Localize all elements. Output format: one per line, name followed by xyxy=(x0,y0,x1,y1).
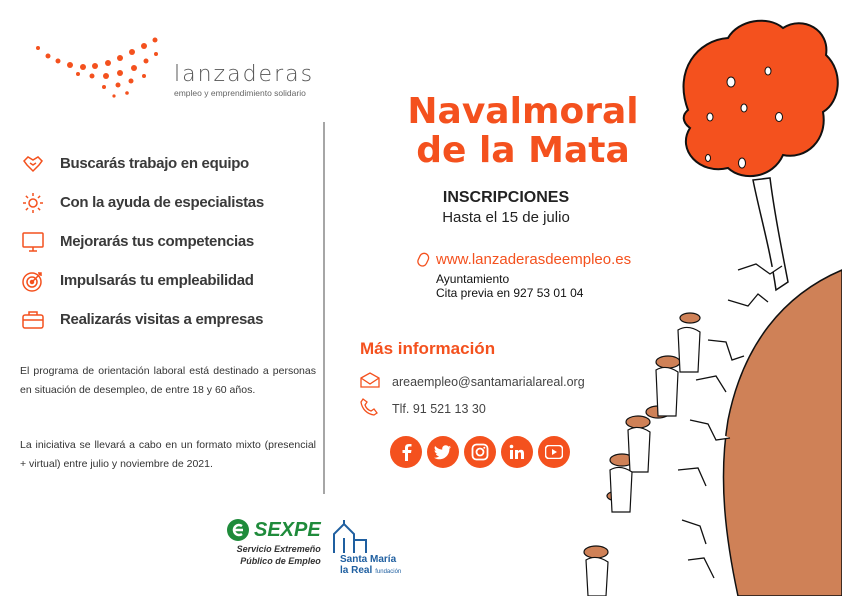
email-text[interactable]: areaempleo@santamarialareal.org xyxy=(392,374,585,389)
website-text[interactable]: www.lanzaderasdeempleo.es xyxy=(436,250,632,268)
instagram-icon[interactable] xyxy=(464,436,496,468)
feature-label: Realizarás visitas a empresas xyxy=(60,311,264,328)
hill-shape xyxy=(723,270,842,596)
smr-line1: Santa María xyxy=(340,554,397,565)
target-icon xyxy=(20,268,46,294)
facebook-icon[interactable] xyxy=(390,436,422,468)
feature-item xyxy=(20,144,320,183)
logo-wordmark: lanzaderas xyxy=(174,62,315,87)
social-links xyxy=(390,436,575,468)
sexpe-sub2: Público de Empleo xyxy=(240,556,321,566)
email-contact[interactable] xyxy=(360,372,585,391)
handshake-icon xyxy=(20,151,46,177)
feature-item xyxy=(20,183,320,222)
envelope-icon xyxy=(360,372,382,391)
city-line2: de la Mata xyxy=(416,130,630,171)
linkedin-icon[interactable] xyxy=(501,436,533,468)
feature-list xyxy=(20,144,320,339)
briefcase-icon xyxy=(20,307,46,333)
inscriptions-title: INSCRIPCIONES xyxy=(442,189,570,206)
phone-text[interactable]: Tlf. 91 521 13 30 xyxy=(392,401,486,416)
feature-label: Con la ayuda de especialistas xyxy=(60,194,264,211)
gear-icon xyxy=(20,190,46,216)
lanzaderas-logo xyxy=(34,34,324,104)
feature-label: Impulsarás tu empleabilidad xyxy=(60,272,254,289)
deadline-text: Hasta el 15 de julio xyxy=(442,209,570,226)
phone-contact[interactable] xyxy=(360,398,486,419)
logo-tagline: empleo y emprendimiento solidario xyxy=(174,88,306,98)
sexpe-name: SEXPE xyxy=(254,518,321,541)
sexpe-sub1: Servicio Extremeño xyxy=(236,544,321,554)
mouse-icon xyxy=(414,250,432,268)
more-info-title: Más información xyxy=(360,339,496,358)
tree-canopy xyxy=(684,21,838,176)
format-description: La iniciativa se llevará a cabo en un formato mixto (presencial + virtual) entre julio y noviembre de 2021. xyxy=(20,439,316,470)
phone-icon xyxy=(360,398,382,419)
vertical-divider xyxy=(323,122,325,494)
venue-info xyxy=(436,272,583,300)
feature-label: Mejorarás tus competencias xyxy=(60,233,254,250)
feature-item xyxy=(20,222,320,261)
city-line1: Navalmoral xyxy=(407,91,639,132)
program-description: El programa de orientación laboral está destinado a personas en situación de desempleo, de entre 18 y 60 años. xyxy=(20,365,316,396)
smr-fund: fundación xyxy=(375,569,402,575)
smr-line2: la Real xyxy=(340,565,373,576)
logo-dots-mark xyxy=(34,34,174,104)
feature-item xyxy=(20,300,320,339)
feature-item xyxy=(20,261,320,300)
sexpe-e-icon xyxy=(226,518,250,542)
youtube-icon[interactable] xyxy=(538,436,570,468)
appointment-phone: Cita previa en 927 53 01 04 xyxy=(436,286,584,300)
feature-label: Buscarás trabajo en equipo xyxy=(60,155,249,172)
sexpe-logo xyxy=(226,518,321,566)
tree-hill-illustration xyxy=(578,0,842,596)
santa-maria-logo xyxy=(330,520,402,576)
venue-name: Ayuntamiento xyxy=(436,272,510,286)
monitor-icon xyxy=(20,229,46,255)
church-icon xyxy=(330,520,370,554)
twitter-icon[interactable] xyxy=(427,436,459,468)
